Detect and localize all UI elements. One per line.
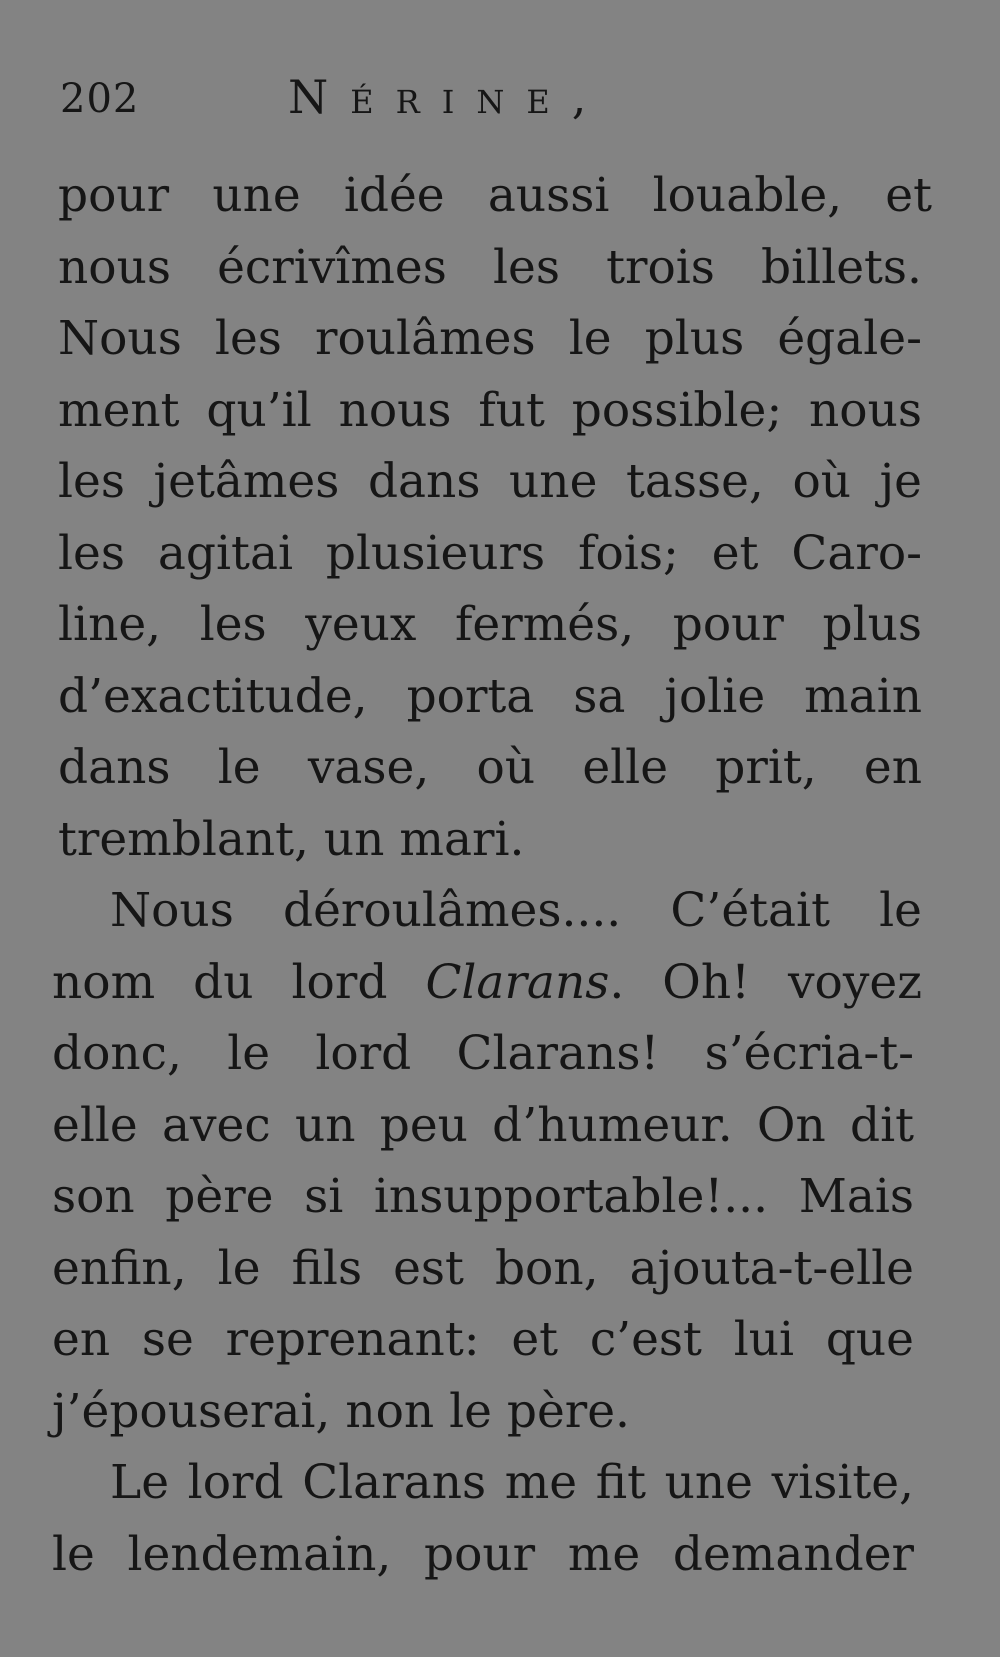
paragraph-1 bbox=[52, 160, 932, 875]
text-line: les agitai plusieurs fois; et Caro- bbox=[58, 525, 922, 581]
text-line: nous écrivîmes les trois billets. bbox=[58, 239, 922, 295]
paragraph-3 bbox=[52, 1447, 932, 1590]
character-name: Clarans bbox=[425, 954, 610, 1010]
text-segment: . Oh! voyez bbox=[609, 954, 922, 1010]
text-line: en se reprenant: et c’est lui que bbox=[52, 1312, 914, 1367]
text-line: j’épouserai, non le père. bbox=[52, 1383, 630, 1439]
text-line: dans le vase, où elle prit, en bbox=[58, 740, 922, 795]
text-line bbox=[52, 947, 932, 1019]
text-line: Nous déroulâmes.... C’était le bbox=[110, 883, 922, 938]
text-line: son père si insupportable!... Mais bbox=[52, 1169, 914, 1224]
text-line: d’exactitude, porta sa jolie main bbox=[58, 668, 922, 724]
text-line: enfin, le fils est bon, ajouta-t-elle bbox=[52, 1240, 914, 1296]
text-line: donc, le lord Clarans! s’écria-t- bbox=[52, 1026, 914, 1081]
text-segment: nom du lord bbox=[52, 954, 426, 1010]
text-line: tremblant, un mari. bbox=[58, 811, 525, 867]
text-line: Nous les roulâmes le plus égale- bbox=[58, 311, 922, 366]
page-header bbox=[60, 70, 940, 140]
text-line: ment qu’il nous fut possible; nous bbox=[58, 382, 922, 438]
page-number: 202 bbox=[60, 76, 140, 122]
text-line: Le lord Clarans me fit une visite, bbox=[110, 1455, 914, 1510]
paragraph-2 bbox=[52, 875, 932, 1447]
text-line: elle avec un peu d’humeur. On dit bbox=[52, 1097, 914, 1153]
text-line: line, les yeux fermés, pour plus bbox=[58, 597, 922, 652]
running-title: Nérine, bbox=[288, 70, 609, 124]
text-line: le lendemain, pour me demander bbox=[52, 1526, 914, 1582]
text-line: les jetâmes dans une tasse, où je bbox=[58, 454, 922, 509]
body-text bbox=[52, 160, 932, 1590]
text-line: pour une idée aussi louable, et bbox=[58, 168, 932, 223]
